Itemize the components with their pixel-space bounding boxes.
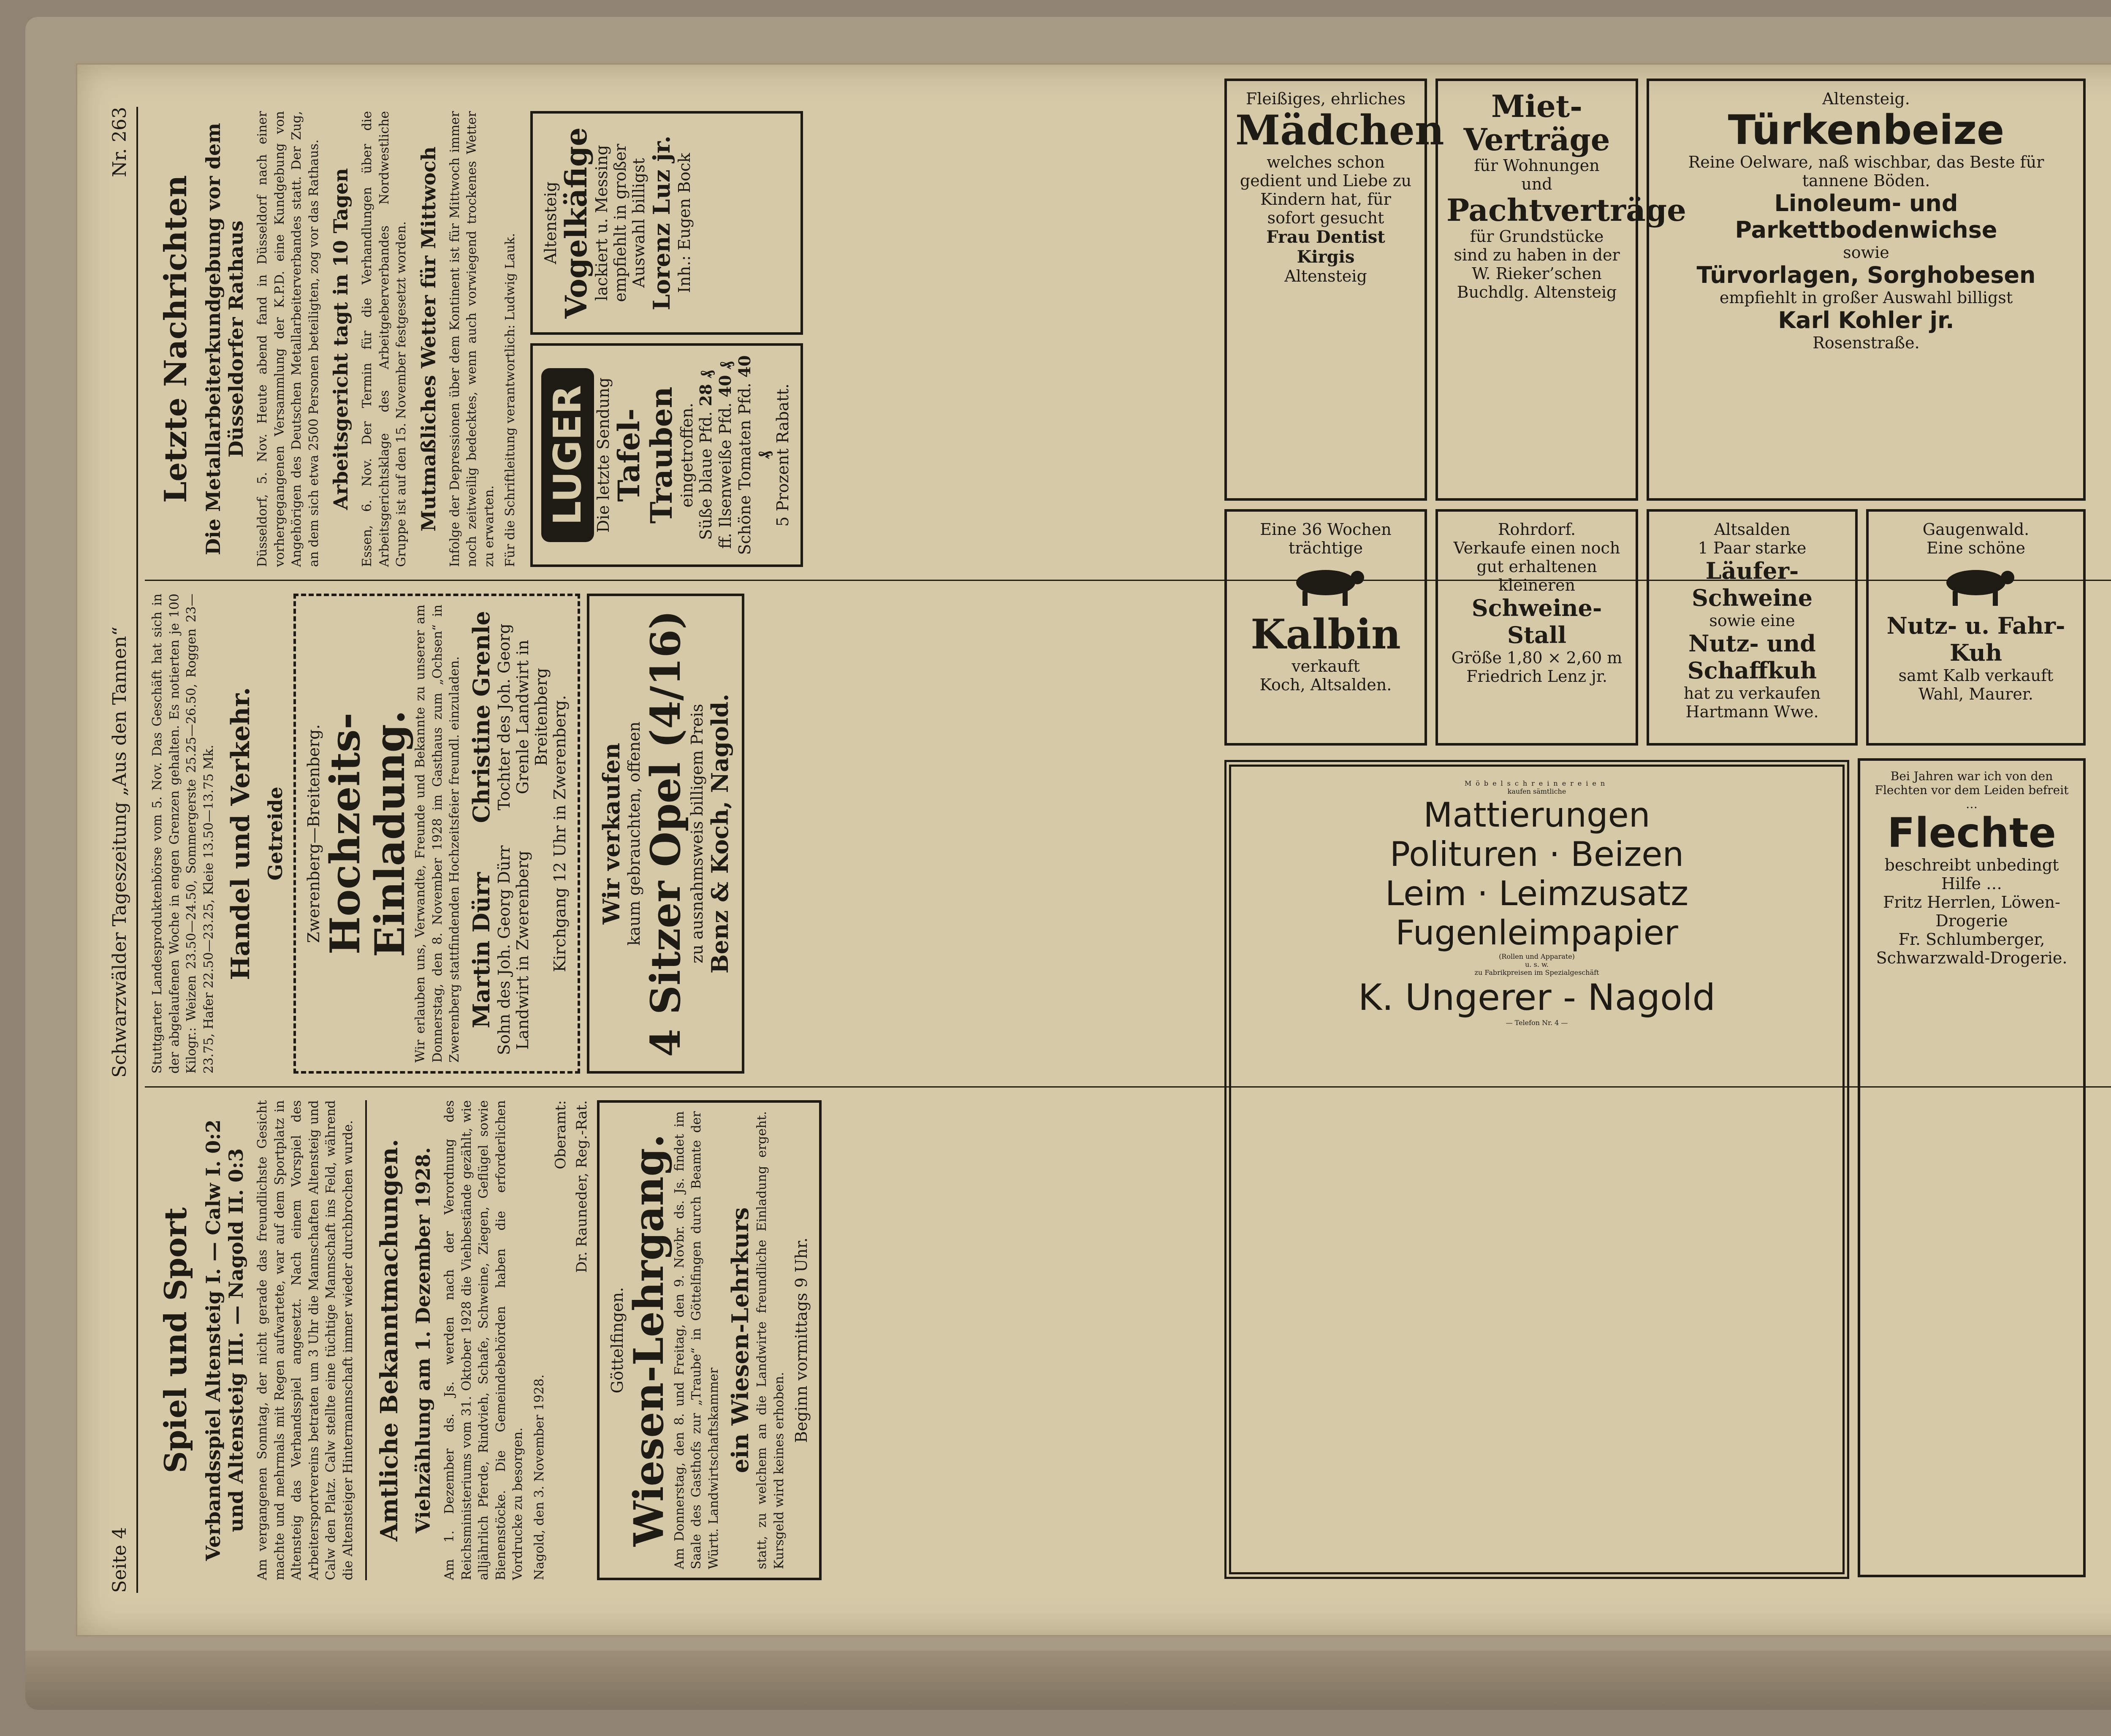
- opel-title: 4 Sitzer Opel (4/16): [641, 610, 689, 1057]
- wiesen-start: Beginn vormittags 9 Uhr.: [792, 1237, 811, 1443]
- kalbin-seller: Koch, Altsalden.: [1259, 675, 1392, 694]
- amtlich-title: Amtliche Bekanntmachungen.: [375, 1139, 403, 1542]
- gaugenwald-ad: [1866, 509, 2086, 746]
- handel-body: Stuttgarter Landesproduktenbörse vom 5. Nov. Das Geschäft hat sich in der abgelaufenen Woche in engen Grenzen gehalten. Es notierten je 100 Kilogr.: Weizen 23.50—24.50, Sommergerste 25.25—26.50, Roggen 23—23.75, Hafer 22.50—23.25, Kleie 13.50—13.75 Mk.: [150, 594, 216, 1074]
- issue-number: Nr. 263: [109, 107, 130, 177]
- stall-title: Schweine-Stall: [1471, 594, 1602, 648]
- weather-title: Mutmaßliches Wetter für Mittwoch: [417, 146, 440, 532]
- luger-p3-val: 40 ₰: [735, 355, 773, 459]
- nachrichten-body: Düsseldorf, 5. Nov. Heute abend fand in Düsseldorf nach einer vorhergegangenen Versammlung der K.P.D. eine Kundgebung von Angehörigen des Deutschen Metallarbeiterverbandes statt. Der Zug, an dem sich etwa 2500 Personen beteiligten, zog vor das Rathaus.: [255, 111, 321, 567]
- tuerken-title: Türkenbeize: [1728, 106, 2005, 154]
- page-header: [103, 107, 138, 1593]
- hochzeit-body: Wir erlauben uns, Verwandte, Freunde und Bekannte zu unserer am Donnerstag, den 8. November 1928 im Gasthaus zum „Ochsen“ in Zwerenberg stattfindenden Hochzeitsfeier freundl. einzuladen.: [413, 605, 462, 1063]
- vertraege-note: sind zu haben in der: [1454, 245, 1620, 264]
- maedchen-ad: [1224, 79, 1444, 501]
- luger-line2: eingetroffen.: [677, 402, 696, 508]
- laeufer-seller: Hartmann Wwe.: [1685, 703, 1819, 721]
- vertraege-sub1: für Wohnungen: [1474, 156, 1600, 175]
- vertraege-title1: Miet-Verträge: [1463, 88, 1610, 158]
- sport-body: Am vergangenen Sonntag, der nicht gerade das freundlichste Gesicht machte und mehrmals mit Regen aufwartete, war auf dem Sportplatz in Altensteig das Verbandsspiel angesetzt. Nach einem Vorspiel des Arbeitersportvereins betraten um 3 Uhr die Mannschaften Altensteig und Calw den Platz. Calw stellte eine tüchtige Mannschaft ins Feld, während die Altensteiger Hintermannschaft immer wieder durchbrochen wurde.: [255, 1100, 355, 1580]
- opel-lead: Wir verkaufen: [597, 743, 625, 925]
- luger-ad: [530, 343, 803, 567]
- opel-ad: [587, 594, 745, 1074]
- vertraege-firm: W. Rieker’schen Buchdlg. Altensteig: [1457, 264, 1617, 301]
- tuerken-offer: empfiehlt in großer Auswahl billigst: [1719, 288, 2013, 307]
- editor-line: Für die Schriftleitung verantwortlich: Ludwig Lauk.: [503, 233, 518, 567]
- laeufer-qty: 1 Paar starke: [1698, 539, 1807, 557]
- stall-size: Größe 1,80 × 2,60 m: [1451, 648, 1623, 667]
- moebel-sub: kaufen sämtliche: [1507, 787, 1566, 795]
- luger-p2-label: ff. Ilsenweiße Pfd.: [716, 402, 735, 549]
- flechte-note: Bei Jahren war ich von den Flechten vor dem Leiden befreit …: [1875, 769, 2069, 811]
- bride-name: Christine Grenle: [467, 610, 495, 823]
- vertraege-ad: [1435, 79, 1686, 501]
- moebel-l2b: Beizen: [1570, 835, 1684, 874]
- vogel-place: Altensteig: [541, 182, 560, 264]
- groom-name: Martin Dürr: [467, 872, 495, 1028]
- cow-icon: [1283, 561, 1368, 608]
- wiesen-body2: statt, zu welchem an die Landwirte freundliche Einladung ergeht. Kursgeld wird keines erhoben.: [754, 1111, 787, 1569]
- gaugenwald-seller: Wahl, Maurer.: [1918, 685, 2033, 703]
- vertraege-sub2: für Grundstücke: [1470, 227, 1604, 246]
- book-spine: [25, 1651, 2111, 1710]
- luger-rabatt: 5 Prozent Rabatt.: [773, 383, 792, 527]
- maedchen-body: welches schon gedient und Liebe zu Kindern hat, für sofort gesucht: [1240, 152, 1412, 227]
- divider: [365, 1100, 367, 1580]
- luger-p2-val: 40 ₰: [715, 361, 735, 398]
- tuerken-firm: Karl Kohler jr.: [1778, 307, 1954, 334]
- stall-body: Verkaufe einen noch gut erhaltenen kleineren: [1453, 539, 1620, 594]
- nachrichten-title: Letzte Nachrichten: [157, 175, 193, 503]
- wiesen-ad: [597, 1100, 822, 1580]
- paper-name: Schwarzwälder Tageszeitung „Aus den Tannen“: [109, 626, 130, 1078]
- wiesen-title: Wiesen-Lehrgang.: [625, 1134, 673, 1547]
- tuerken-desc: Reine Oelware, naß wischbar, das Beste für tannene Böden.: [1688, 152, 2044, 190]
- wiesen-body: Am Donnerstag, den 8. und Freitag, den 9. Novbr. ds. Js. findet im Saale des Gasthofs zur „Traube“ in Göttelfingen durch Beamte der Württ. Landwirtschaftskammer: [672, 1111, 721, 1569]
- moebel-l4sub: (Rollen und Apparate): [1499, 952, 1575, 960]
- laeufer-extra: sowie eine: [1709, 611, 1795, 630]
- gaugenwald-title: Nutz- u. Fahr-Kuh: [1886, 612, 2065, 666]
- maedchen-contact: Frau Dentist Kirgis: [1266, 227, 1385, 267]
- flechte-s1: Fritz Herrlen, Löwen-Drogerie: [1883, 892, 2060, 930]
- wiesen-place: Göttelfingen.: [608, 1287, 627, 1394]
- moebel-usw: u. s. w.: [1525, 960, 1549, 968]
- vogel-firm: Lorenz Luz jr.: [648, 135, 675, 311]
- weather-body: Infolge der Depressionen über dem Kontinent ist für Mittwoch immer noch zeitweilig bedecktes, wenn auch vorwiegend trockenes Wetter zu erwarten.: [447, 111, 497, 567]
- ads-page-section: [1224, 72, 2090, 1600]
- gaugenwald-lead: Eine schöne: [1926, 539, 2026, 557]
- stall-seller: Friedrich Lenz jr.: [1466, 667, 1607, 686]
- gaugenwald-place: Gaugenwald.: [1922, 520, 2030, 539]
- tuerken-place: Altensteig.: [1822, 90, 1910, 108]
- hochzeit-title: Hochzeits-Einladung.: [321, 710, 414, 958]
- sport-title: Spiel und Sport: [157, 1207, 193, 1473]
- vertraege-and: und: [1521, 175, 1552, 194]
- sport-subtitle: Verbandsspiel Altensteig I. — Calw I. 0:2 und Altensteig III. — Nagold II. 0:3: [202, 1119, 247, 1561]
- nachrichten-subtitle: Die Metallarbeiterkundgebung vor dem Düsseldorfer Rathaus: [202, 123, 247, 555]
- moebel-l3b: Leimzusatz: [1498, 874, 1689, 913]
- tuerken-p2: Türvorlagen, Sorghobesen: [1696, 261, 2036, 288]
- luger-p1-val: 28 ₰: [696, 370, 715, 407]
- opel-sub: kaum gebrauchten, offenen: [624, 722, 643, 946]
- flechte-title: Flechte: [1887, 809, 2056, 857]
- tuerken-p1: Linoleum- und Parkettbodenwichse: [1735, 190, 1997, 243]
- luger-p3-label: Schöne Tomaten Pfd.: [735, 382, 754, 555]
- opel-price: zu ausnahmsweis billigem Preis: [688, 704, 707, 963]
- laeufer-ad: [1647, 509, 1858, 746]
- gaugenwald-extra: samt Kalb verkauft: [1898, 666, 2054, 685]
- wiesen-course: ein Wiesen-Lehrkurs: [727, 1207, 754, 1473]
- handel-subtitle: Getreide: [264, 787, 287, 881]
- cow-icon: [1934, 561, 2018, 608]
- moebel-l3a: Leim: [1385, 874, 1467, 913]
- groom-info: Sohn des Joh. Georg Dürr Landwirt in Zwerenberg: [494, 845, 532, 1055]
- hochzeit-place: Zwerenberg—Breitenberg.: [304, 724, 323, 943]
- amtlich-subtitle: Viehzählung am 1. Dezember 1928.: [412, 1147, 434, 1533]
- maedchen-title: Mädchen: [1235, 106, 1444, 154]
- luger-line1: Die letzte Sendung: [594, 377, 613, 533]
- amtlich-signature: Dr. Rauneder, Reg.-Rat.: [573, 1100, 590, 1273]
- moebel-ad: Möbelschreinereien kaufen sämtliche Mattierungen Polituren · Beizen Leim · Leimzusatz Fugenleimpapier (Rollen und Apparate) u. s. w. zu Fabrikpreisen im Spezialgeschäft K. Ungerer - Nagold — Telefon Nr. 4 —: [1224, 760, 1849, 1579]
- laeufer-title2: Nutz- und Schaffkuh: [1687, 630, 1817, 684]
- hochzeit-church: Kirchgang 12 Uhr in Zwerenberg.: [550, 695, 569, 972]
- vogel-desc: lackiert u. Messing empfiehlt in großer Auswahl billigst: [592, 144, 648, 302]
- amtlich-body: Am 1. Dezember ds. Js. werden nach der Verordnung des Reichsministeriums vom 31. Oktober 1928 die Viehbestände gezählt, wie alljährlich Pferde, Rindvieh, Schafe, Schweine, Ziegen, Geflügel sowie Bienenstöcke. Die Gemeindebehörden haben die erforderlichen Vordrucke zu besorgen.: [442, 1100, 525, 1580]
- vogel-title: Vogelkäfige: [558, 127, 594, 319]
- handel-title: Handel und Verkehr.: [226, 687, 255, 980]
- moebel-title: Möbelschreinereien: [1464, 779, 1609, 787]
- kalbin-verb: verkauft: [1292, 656, 1360, 675]
- bride-info: Tochter des Joh. Georg Grenle Landwirt in Breitenberg: [494, 624, 551, 811]
- laeufer-title: Läufer-Schweine: [1691, 557, 1813, 611]
- opel-firm: Benz & Koch, Nagold.: [706, 694, 734, 974]
- moebel-l2a: Polituren: [1389, 835, 1538, 874]
- amtlich-office: Oberamt:: [552, 1100, 569, 1169]
- flechte-body: beschreibt unbedingt Hilfe …: [1884, 855, 2059, 893]
- tuerken-sowie: sowie: [1843, 243, 1889, 262]
- kalbin-ad: [1224, 509, 1427, 746]
- luger-title: Tafel-Trauben: [611, 386, 679, 524]
- maedchen-place: Altensteig: [1284, 266, 1367, 285]
- hochzeit-couple: [468, 605, 551, 1063]
- flechte-s2: Fr. Schlumberger, Schwarzwald-Drogerie.: [1876, 930, 2068, 967]
- laeufer-place: Altsalden: [1714, 520, 1791, 539]
- ads-row-1: [524, 111, 810, 567]
- moebel-phone: — Telefon Nr. 4 —: [1506, 1019, 1568, 1027]
- moebel-l1: Mattierungen: [1423, 795, 1650, 835]
- kalbin-title: Kalbin: [1251, 610, 1401, 658]
- page-label: Seite 4: [109, 1527, 130, 1593]
- moebel-l4: Fugenleimpapier: [1395, 913, 1678, 952]
- nachrichten-body2: Essen, 6. Nov. Der Termin für die Verhandlungen über die Arbeitsgerichtsklage des Arbeitgeberverbandes Nordwestliche Gruppe ist auf den 15. November festgesetzt worden.: [360, 111, 409, 567]
- vertraege-title2: Pachtverträge: [1446, 192, 1686, 228]
- tuerken-ad: [1647, 79, 2086, 501]
- hochzeit-ad: [293, 594, 580, 1074]
- vogel-ad: [530, 111, 803, 335]
- kalbin-lead: Eine 36 Wochen trächtige: [1260, 520, 1392, 557]
- laeufer-offer: hat zu verkaufen: [1683, 684, 1821, 703]
- maedchen-lead: Fleißiges, ehrliches: [1245, 90, 1406, 108]
- luger-logo: LUGER: [541, 368, 594, 542]
- amtlich-place-date: Nagold, den 3. November 1928.: [532, 1374, 547, 1580]
- schweine-stall-ad: [1435, 509, 1638, 746]
- nachrichten-sub2: Arbeitsgericht tagt in 10 Tagen: [329, 168, 352, 510]
- moebel-firm: K. Ungerer - Nagold: [1358, 976, 1716, 1019]
- stall-place: Rohrdorf.: [1498, 520, 1576, 539]
- vogel-owner: Inh.: Eugen Bock: [675, 153, 694, 293]
- luger-p1-label: Süße blaue Pfd.: [696, 411, 715, 540]
- moebel-price: zu Fabrikpreisen im Spezialgeschäft: [1474, 968, 1599, 976]
- flechte-ad: [1858, 758, 2086, 1577]
- tuerken-street: Rosenstraße.: [1813, 333, 1920, 352]
